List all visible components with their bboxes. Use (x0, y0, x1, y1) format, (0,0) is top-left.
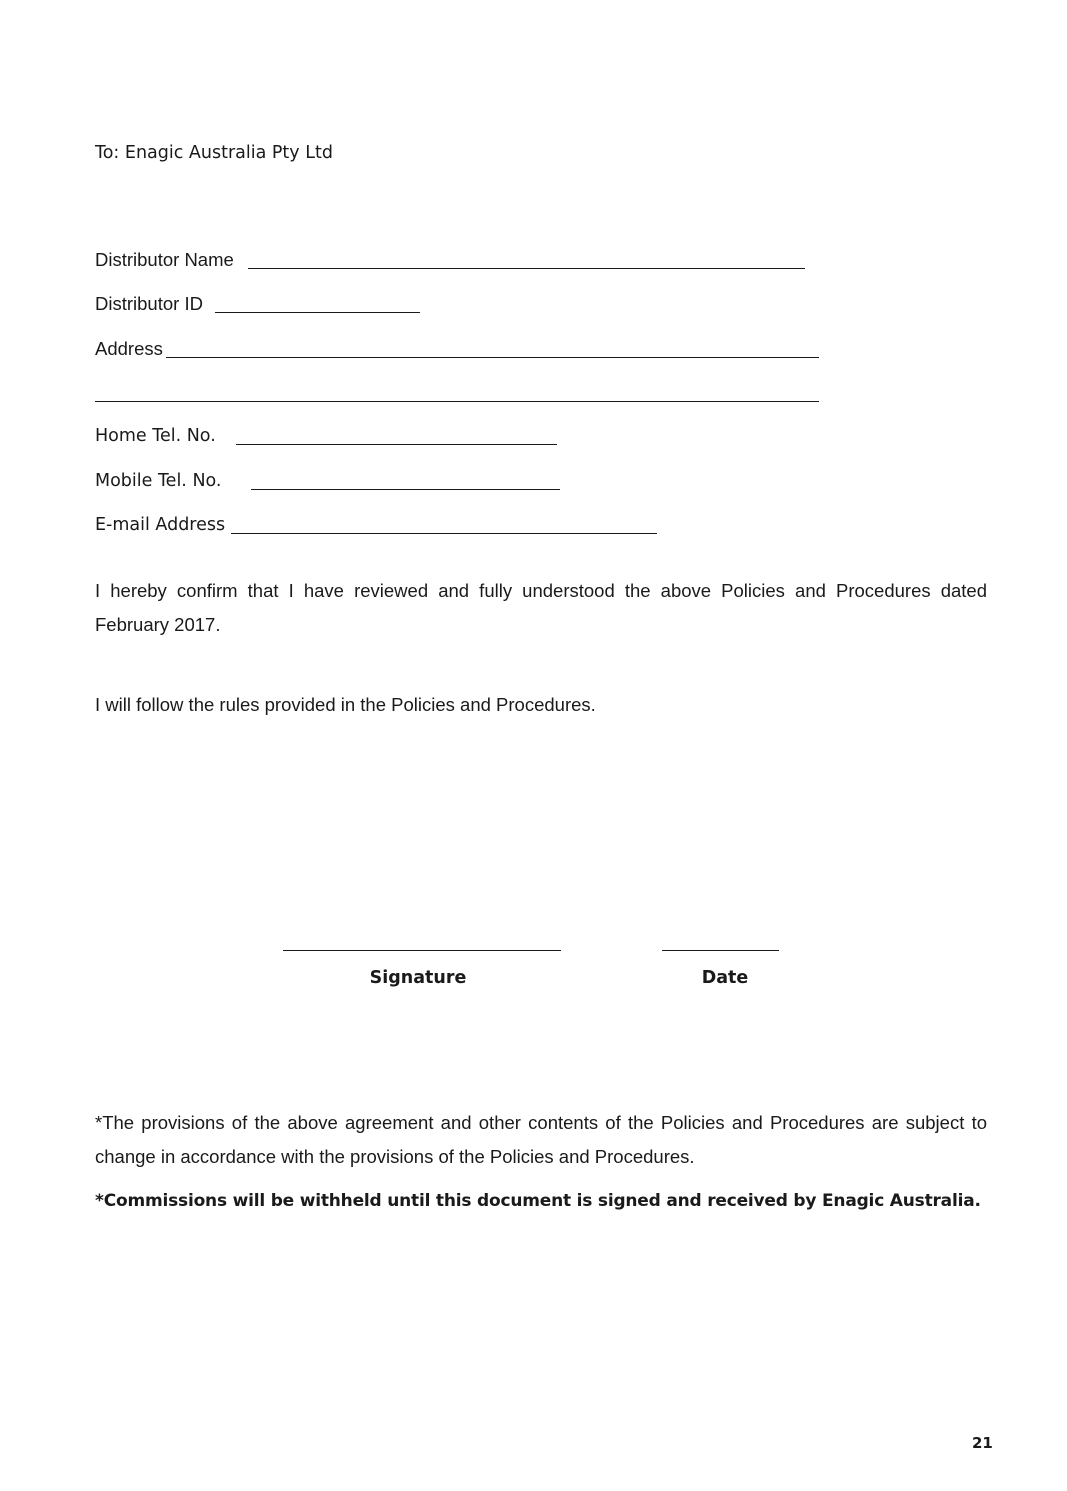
home-tel-label: Home Tel. No. (95, 426, 216, 446)
home-tel-field[interactable] (236, 444, 557, 445)
date-field[interactable] (662, 950, 779, 951)
distributor-id-field[interactable] (215, 312, 420, 313)
recipient-line: To: Enagic Australia Pty Ltd (95, 143, 333, 163)
address-field-line-1[interactable] (166, 357, 819, 358)
email-label: E-mail Address (95, 515, 226, 535)
distributor-name-field[interactable] (248, 268, 805, 269)
date-label: Date (701, 968, 749, 988)
confirmation-paragraph: I hereby confirm that I have reviewed and fully understood the above Policies and Procedures dated February 2017. (95, 580, 987, 635)
commitment-paragraph: I will follow the rules provided in the Policies and Procedures. (95, 694, 596, 715)
commissions-footnote: *Commissions will be withheld until this document is signed and received by Enagic Australia. (95, 1191, 981, 1211)
mobile-tel-label: Mobile Tel. No. (95, 471, 222, 491)
page-number: 21 (972, 1434, 993, 1452)
address-field-line-2[interactable] (95, 401, 819, 402)
distributor-name-label: Distributor Name (95, 249, 234, 270)
provisions-footnote: *The provisions of the above agreement and other contents of the Policies and Procedures are subject to change in accordance with the provisions of the Policies and Procedures. (95, 1112, 987, 1167)
address-label: Address (95, 338, 163, 359)
distributor-id-label: Distributor ID (95, 293, 203, 314)
mobile-tel-field[interactable] (251, 489, 560, 490)
signature-label: Signature (369, 968, 467, 988)
email-field[interactable] (231, 533, 657, 534)
signature-field[interactable] (283, 950, 561, 951)
